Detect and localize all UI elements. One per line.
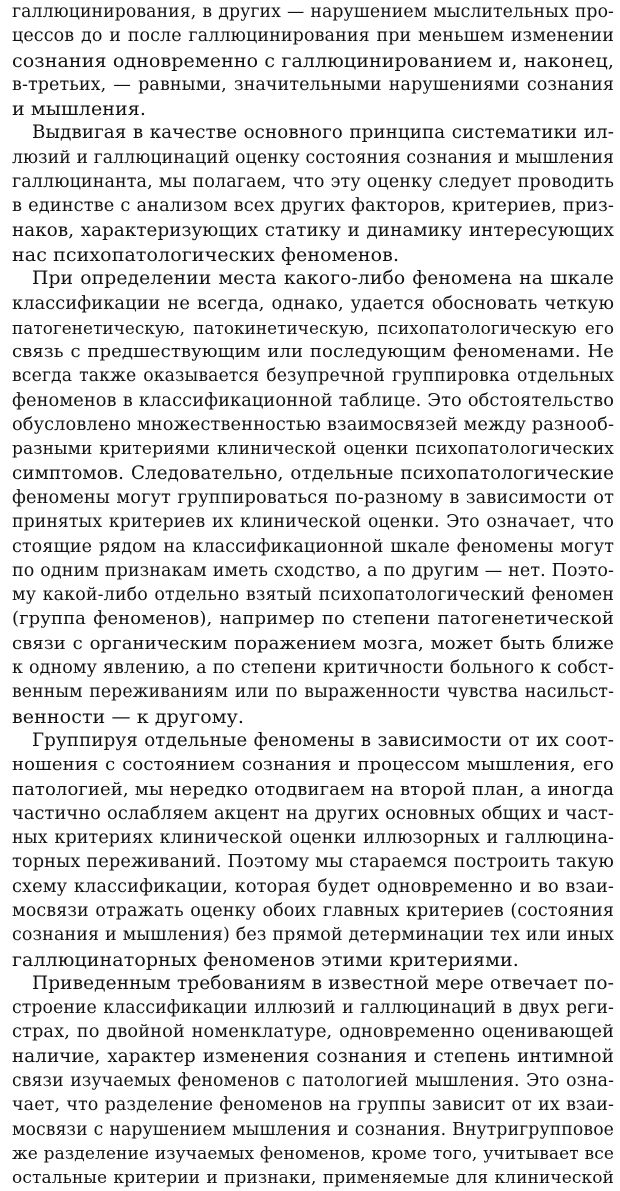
text-line: При определении места какого-либо феномена на шкале [32,268,614,290]
text-line: наков, характеризующих статику и динамику интересующих [12,219,614,241]
text-line: галлюцинанта, мы полагаем, что эту оценку следует проводить [12,172,614,193]
text-line: му какой-либо отдельно взятый психопатологический феномен [12,585,614,606]
text-line: чает, что разделение феноменов на группы зависит от их взаи- [12,1095,614,1116]
text-line: Приведенным требованиям в известной мере отвечает по- [32,972,614,994]
text-line: к одному явлению, а по степени критичности больного к собст- [12,658,614,679]
text-line: стоящие рядом на классификационной шкале феномены могут [12,536,614,557]
text-line: связь с предшествующим или последующим феноменами. Не [12,341,614,363]
text-line: связи с органическим поражением мозга, может быть ближе [12,632,614,654]
text-line: по одним признакам иметь сходство, а по другим — нет. Поэто- [12,560,614,581]
text-line: патологией, мы нередко отодвигаем на второй план, а иногда [12,778,614,800]
text-line: в-третьих, — равными, значительными нарушениями сознания [12,74,614,95]
text-line: наличие, характер изменения сознания и степень интимной [12,1045,614,1067]
text-line: венным переживаниям или по выраженности чувства насильст- [12,682,614,703]
text-line: разными критериями клинической оценки психопатологических [12,439,614,460]
text-line: связи изучаемых феноменов с патологией мышления. Это озна- [12,1071,614,1092]
text-line: сознания одновременно с галлюцинированием и, наконец, [12,49,614,72]
text-line: патогенетическую, патокинетическую, психопатологическую его [12,317,614,338]
text-line: цессов до и после галлюцинирования при меньшем изменении [12,26,614,47]
text-line: Группируя отдельные феномены в зависимости от их соот- [32,729,614,751]
text-line: венности — к другому. [12,705,245,728]
text-line: галлюцинирования, в других — нарушением мыслительных про- [12,2,614,22]
text-line: (группа феноменов), например по степени патогенетической [12,608,614,630]
text-line: и мышления. [12,98,147,121]
text-line: феномены могут группироваться по-разному в зависимости от [12,487,614,508]
text-line: торных переживаний. Поэтому мы стараемся построить такую [12,852,614,873]
text-line: ных критериях клинической оценки иллюзорных и галлюцина- [12,828,614,849]
text-line: симптомов. Следовательно, отдельные психопатологические [12,462,614,484]
text-line: Выдвигая в качестве основного принципа систематики ил- [32,122,614,144]
text-line: галлюцинаторных феноменов этими критериями. [12,948,519,971]
text-line: страх, по двойной номенклатуре, одновременно оценивающей [12,1022,614,1043]
text-line: обусловлено множественностью взаимосвязей между разнооб- [12,415,614,436]
text-line: мосвязи отражать оценку обоих главных критериев (состояния [12,900,614,921]
text-line: в единстве с анализом всех других факторов, критериев, приз- [12,196,614,217]
text-line: схему классификации, которая будет одновременно и во взаи- [12,876,614,897]
text-line: строение классификации иллюзий и галлюцинаций в двух реги- [12,998,614,1019]
text-line: сознания и мышления) без прямой детерминации тех или иных [12,925,614,946]
text-line: мосвязи с нарушением мышления и сознания. Внутригрупповое [12,1119,614,1140]
text-line: всегда также оказывается безупречной группировка отдельных [12,366,614,387]
text-line: же разделение изучаемых феноменов, кроме того, учитывает все [12,1143,614,1164]
text-line: нас психопатологических феноменов. [12,243,400,266]
text-line: ношения с состоянием сознания и процессом мышления, его [12,754,614,776]
text-line: классификации не всегда, однако, удается обосновать четкую [12,293,614,314]
text-line: принятых критериев их клинической оценки. Это означает, что [12,512,614,533]
text-line: феноменов в классификационной таблице. Это обстоятельство [12,390,614,411]
text-line: частично ослабляем акцент на других основных общих и част- [12,803,614,824]
text-line: люзий и галлюцинаций оценку состояния сознания и мышления [12,147,614,168]
text-line: остальные критерии и признаки, применяемые для клинической [12,1168,614,1189]
